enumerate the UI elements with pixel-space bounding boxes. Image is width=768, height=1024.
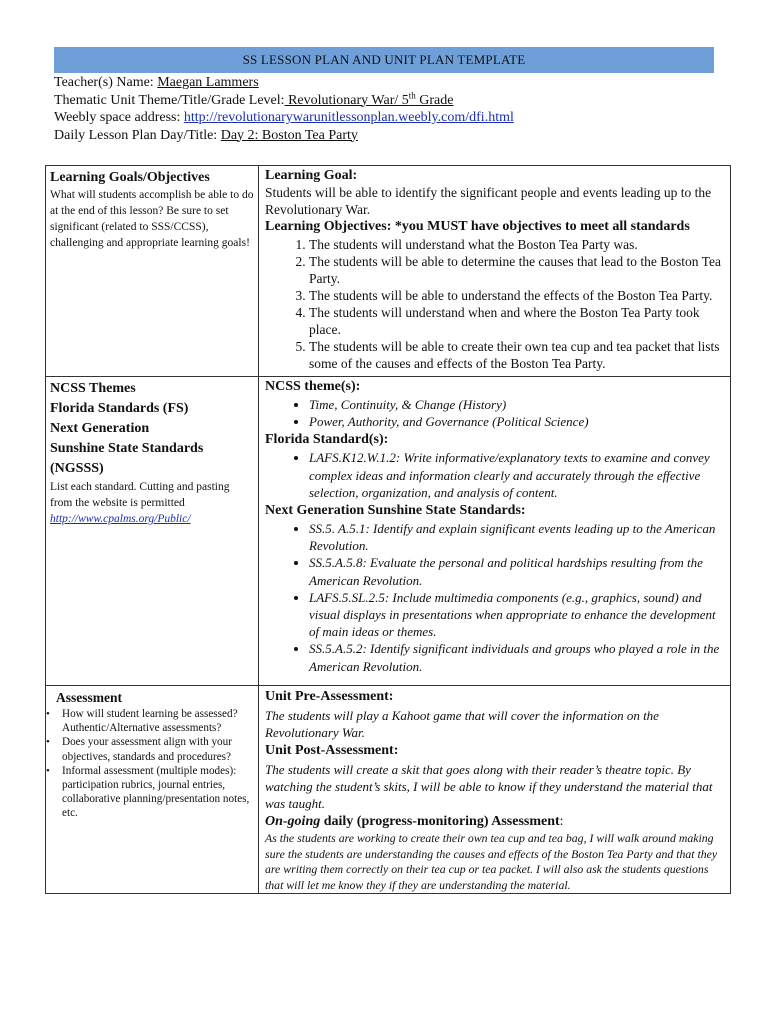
ncss-label: NCSS theme(s): <box>265 379 361 394</box>
pre-assessment-label: Unit Pre-Assessment: <box>265 689 394 704</box>
lesson-plan-table <box>45 165 731 894</box>
objective-item: 2. The students will be able to determine the causes that lead to the Boston Tea Party. <box>309 253 724 287</box>
ncss-item: • Time, Continuity, & Change (History) <box>309 396 724 413</box>
ongoing-text: As the students are working to create their own tea cup and tea bag, I will walk around making sure the students are understanding the causes and effects of the Boston Tea Party and that they are writing them correctly on their tea cup or tea packet. I will also ask the students questions that will let me know they if they are understanding the material. <box>265 831 718 892</box>
standards-title-ngsss: (NGSSS) <box>50 461 104 476</box>
standards-title-nextgen: Next Generation <box>50 421 150 436</box>
goals-right-cell <box>259 166 731 377</box>
daily-label: Daily Lesson Plan Day/Title: <box>54 127 221 143</box>
goals-left-title: Learning Goals/Objectives <box>50 170 210 185</box>
goals-left-desc: What will students accomplish be able to do at the end of this lesson? Be sure to set significant (related to SSS/CCSS), challenging and appropriate learning goals! <box>50 189 254 249</box>
objectives-list <box>265 236 724 372</box>
ngsss-label: Next Generation Sunshine State Standards: <box>265 503 526 519</box>
objective-item: 3. The students will be able to understand the effects of the Boston Tea Party. <box>309 287 724 304</box>
ngsss-list <box>265 520 724 675</box>
assessment-left-item-text: Does your assessment align with your objectives, standards and procedures? <box>62 736 232 763</box>
standards-left-desc: List each standard. Cutting and pasting from the website is permitted <box>50 481 230 509</box>
standards-title-fs: Florida Standards (FS) <box>50 401 189 416</box>
post-assessment-label: Unit Post-Assessment: <box>265 743 399 758</box>
teacher-row <box>54 74 714 92</box>
weebly-link[interactable]: http://revolutionarywarunitlessonplan.weebly.com/dfi.html <box>183 110 514 125</box>
theme-label: Thematic Unit Theme/Title/Grade Level: <box>54 92 285 108</box>
bullet-icon: • <box>46 764 50 777</box>
assessment-right-cell <box>259 686 731 894</box>
ongoing-label <box>265 812 724 831</box>
theme-value <box>284 89 454 108</box>
assessment-left-item-text: Informal assessment (multiple modes): participation rubrics, journal entries, collaborative planning/presentation notes, etc. <box>62 764 250 820</box>
bullet-icon: • <box>46 736 50 749</box>
goal-text: Students will be able to identify the significant people and events leading up to the Revolutionary War. <box>265 185 712 217</box>
daily-row <box>54 127 714 145</box>
assessment-row <box>46 686 731 894</box>
cpalms-link[interactable]: http://www.cpalms.org/Public/ <box>50 513 191 525</box>
goals-left-cell <box>46 166 259 377</box>
weebly-row <box>54 109 714 127</box>
florida-item: • LAFS.K12.W.1.2: Write informative/explanatory texts to examine and convey complex ideas and information clearly and accurately through the effective selection, organization, and analysis of content. <box>309 449 724 501</box>
standards-left-cell <box>46 377 259 686</box>
post-assessment-text: The students will create a skit that goes along with their reader’s theatre topic. By watching the student’s skits, I will be able to know if they understand the material that was taught. <box>265 762 713 811</box>
theme-text: Revolutionary War/ 5 <box>284 92 409 108</box>
standards-right-cell <box>259 377 731 686</box>
standards-title-sss: Sunshine State Standards <box>50 441 204 456</box>
assessment-left-item-text: How will student learning be assessed? Authentic/Alternative assessments? <box>62 708 238 735</box>
goals-row <box>46 166 731 377</box>
teacher-name: Maegan Lammers <box>157 75 259 90</box>
objective-item: 1. The students will understand what the Boston Tea Party was. <box>309 236 724 253</box>
ncss-item: • Power, Authority, and Governance (Political Science) <box>309 413 724 430</box>
standards-row <box>46 377 731 686</box>
bullet-icon: • <box>46 708 50 720</box>
objective-item: 4. The students will understand when and where the Boston Tea Party took place. <box>309 304 724 338</box>
standards-title-ncss: NCSS Themes <box>50 381 136 396</box>
theme-row <box>54 89 714 110</box>
header-info <box>54 74 714 144</box>
theme-text-end: Grade <box>415 92 454 108</box>
document-title-banner: SS LESSON PLAN AND UNIT PLAN TEMPLATE <box>54 47 714 73</box>
theme-sup: th <box>408 89 416 100</box>
assessment-left-cell <box>46 686 259 894</box>
assessment-left-item <box>46 764 254 821</box>
daily-value: Day 2: Boston Tea Party <box>220 127 358 143</box>
assessment-left-item <box>46 707 254 735</box>
objective-item: 5. The students will be able to create their own tea cup and tea packet that lists some of the causes and effects of the Boston Tea Party. <box>309 338 724 372</box>
objectives-label: Learning Objectives: *you MUST have objectives to meet all standards <box>265 219 690 234</box>
weebly-label: Weebly space address: <box>54 110 184 125</box>
ongoing-label-rest: daily (progress-monitoring) Assessment <box>320 814 560 829</box>
florida-label: Florida Standard(s): <box>265 432 389 448</box>
ncss-list <box>265 396 724 430</box>
ngsss-item: • SS.5.A.5.8: Evaluate the personal and political hardships resulting from the American Revolution. <box>309 554 724 588</box>
assessment-left-item <box>46 735 254 763</box>
ngsss-item: • SS.5.A.5.2: Identify significant individuals and groups who played a role in the American Revolution. <box>309 640 724 674</box>
ongoing-label-italic: On-going <box>265 814 321 829</box>
pre-assessment-text: The students will play a Kahoot game that will cover the information on the Revolutionary War. <box>265 708 659 740</box>
teacher-label: Teacher(s) Name: <box>54 75 158 90</box>
goal-label: Learning Goal: <box>265 168 358 183</box>
florida-list <box>265 449 724 501</box>
assessment-left-title: Assessment <box>56 690 122 705</box>
ngsss-item: • SS.5. A.5.1: Identify and explain significant events leading up to the American Revolution. <box>309 520 724 554</box>
ngsss-item: • LAFS.5.SL.2.5: Include multimedia components (e.g., graphics, sound) and visual displays in presentations when appropriate to enhance the development of main ideas or themes. <box>309 589 724 641</box>
assessment-left-list <box>46 707 254 821</box>
ongoing-label-colon: : <box>559 814 564 829</box>
